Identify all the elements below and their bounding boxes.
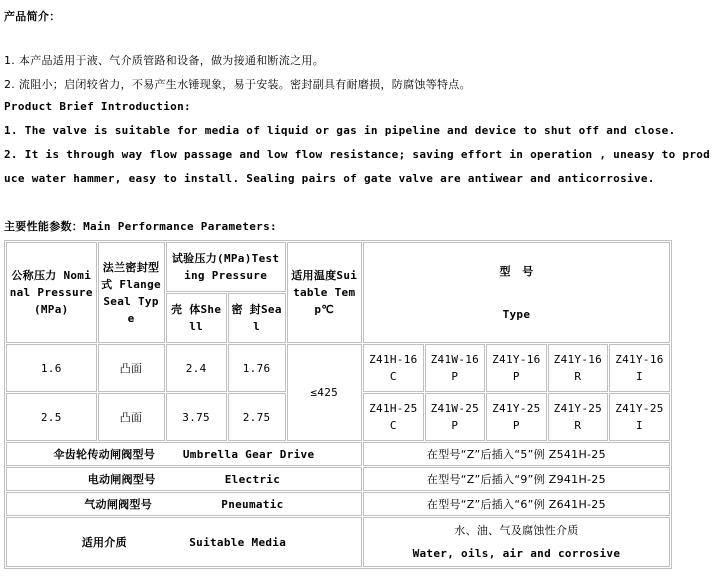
cell-pressure: 1.6 [6,344,97,392]
en-point-2: 2. It is through way flow passage and low flow resistance; saving effort in operation , uneasy to prod [4,148,711,161]
header-seal: 密 封Seal [228,293,286,343]
header-test-pressure: 试验压力(MPa)Testing Pressure [166,242,286,292]
params-heading: 主要性能参数：Main Performance Parameters: [4,220,277,233]
drive-label-umbrella [6,442,362,466]
drive-label-pneumatic [6,492,362,516]
en-heading: Product Brief Introduction: [4,100,191,113]
cell-model: Z41W-16P [425,344,485,392]
drive-label-en: Electric [224,472,281,486]
drive-label-cn: 气动闸阀型号 [84,497,153,511]
media-label-en: Suitable Media [189,535,287,549]
cn-point-2: 2. 流阻小；启闭较省力，不易产生水锤现象，易于安装。密封副具有耐磨损，防腐蚀等特点。 [4,78,471,91]
cell-model: Z41Y-25P [486,393,547,441]
drive-note: 在型号“Z”后插入“6”例 Z641H-25 [363,492,670,516]
cell-model: Z41Y-16R [548,344,608,392]
cell-model: Z41Y-25R [548,393,608,441]
cell-shell: 2.4 [166,344,227,392]
cell-model: Z41Y-16I [609,344,670,392]
drive-label-en: Umbrella Gear Drive [182,447,315,461]
header-flange-seal: 法兰密封型式 Flange Seal Type [98,242,165,343]
cell-seal: 2.75 [228,393,286,441]
drive-label-electric [6,467,362,491]
drive-row [6,442,670,466]
performance-table [4,240,672,569]
en-point-2-cont: uce water hammer, easy to install. Sealing pairs of gate valve are antiwear and anticorrosive. [4,172,655,185]
cell-pressure: 2.5 [6,393,97,441]
drive-row [6,492,670,516]
drive-note: 在型号“Z”后插入“5”例 Z541H-25 [363,442,670,466]
header-model-en: Type [502,307,531,321]
cell-model: Z41Y-16P [486,344,547,392]
media-label-cn: 适用介质 [81,535,127,549]
header-model-cn: 型 号 [499,264,534,278]
media-row [6,517,670,567]
media-value-cn: 水、油、气及腐蚀性介质 [454,524,579,537]
media-value [363,517,670,567]
cell-flange: 凸面 [98,393,165,441]
header-temperature: 适用温度Suitable Temp℃ [287,242,362,343]
en-point-1: 1. The valve is suitable for media of liquid or gas in pipeline and device to shut off and close. [4,124,676,137]
cell-model: Z41H-16C [363,344,424,392]
header-nominal-pressure: 公称压力 Nominal Pressure (MPa) [6,242,97,343]
cn-point-1: 1. 本产品适用于液、气介质管路和设备，做为接通和断流之用。 [4,54,324,67]
drive-label-cn: 伞齿轮传动闸阀型号 [53,447,156,461]
media-label [6,517,362,567]
cell-model: Z41W-25P [425,393,485,441]
drive-note: 在型号“Z”后插入“9”例 Z941H-25 [363,467,670,491]
cell-temperature: ≤425 [287,344,362,441]
drive-label-cn: 电动闸阀型号 [87,472,156,486]
cell-model: Z41Y-25I [609,393,670,441]
header-shell: 壳 体Shell [166,293,227,343]
cell-shell: 3.75 [166,393,227,441]
header-model [363,242,670,343]
media-value-en: Water, oils, air and corrosive [412,547,621,560]
cell-flange: 凸面 [98,344,165,392]
table-row [6,344,670,392]
cell-seal: 1.76 [228,344,286,392]
drive-label-en: Pneumatic [221,497,284,511]
page-title: 产品简介： [4,10,61,23]
cell-model: Z41H-25C [363,393,424,441]
drive-row [6,467,670,491]
